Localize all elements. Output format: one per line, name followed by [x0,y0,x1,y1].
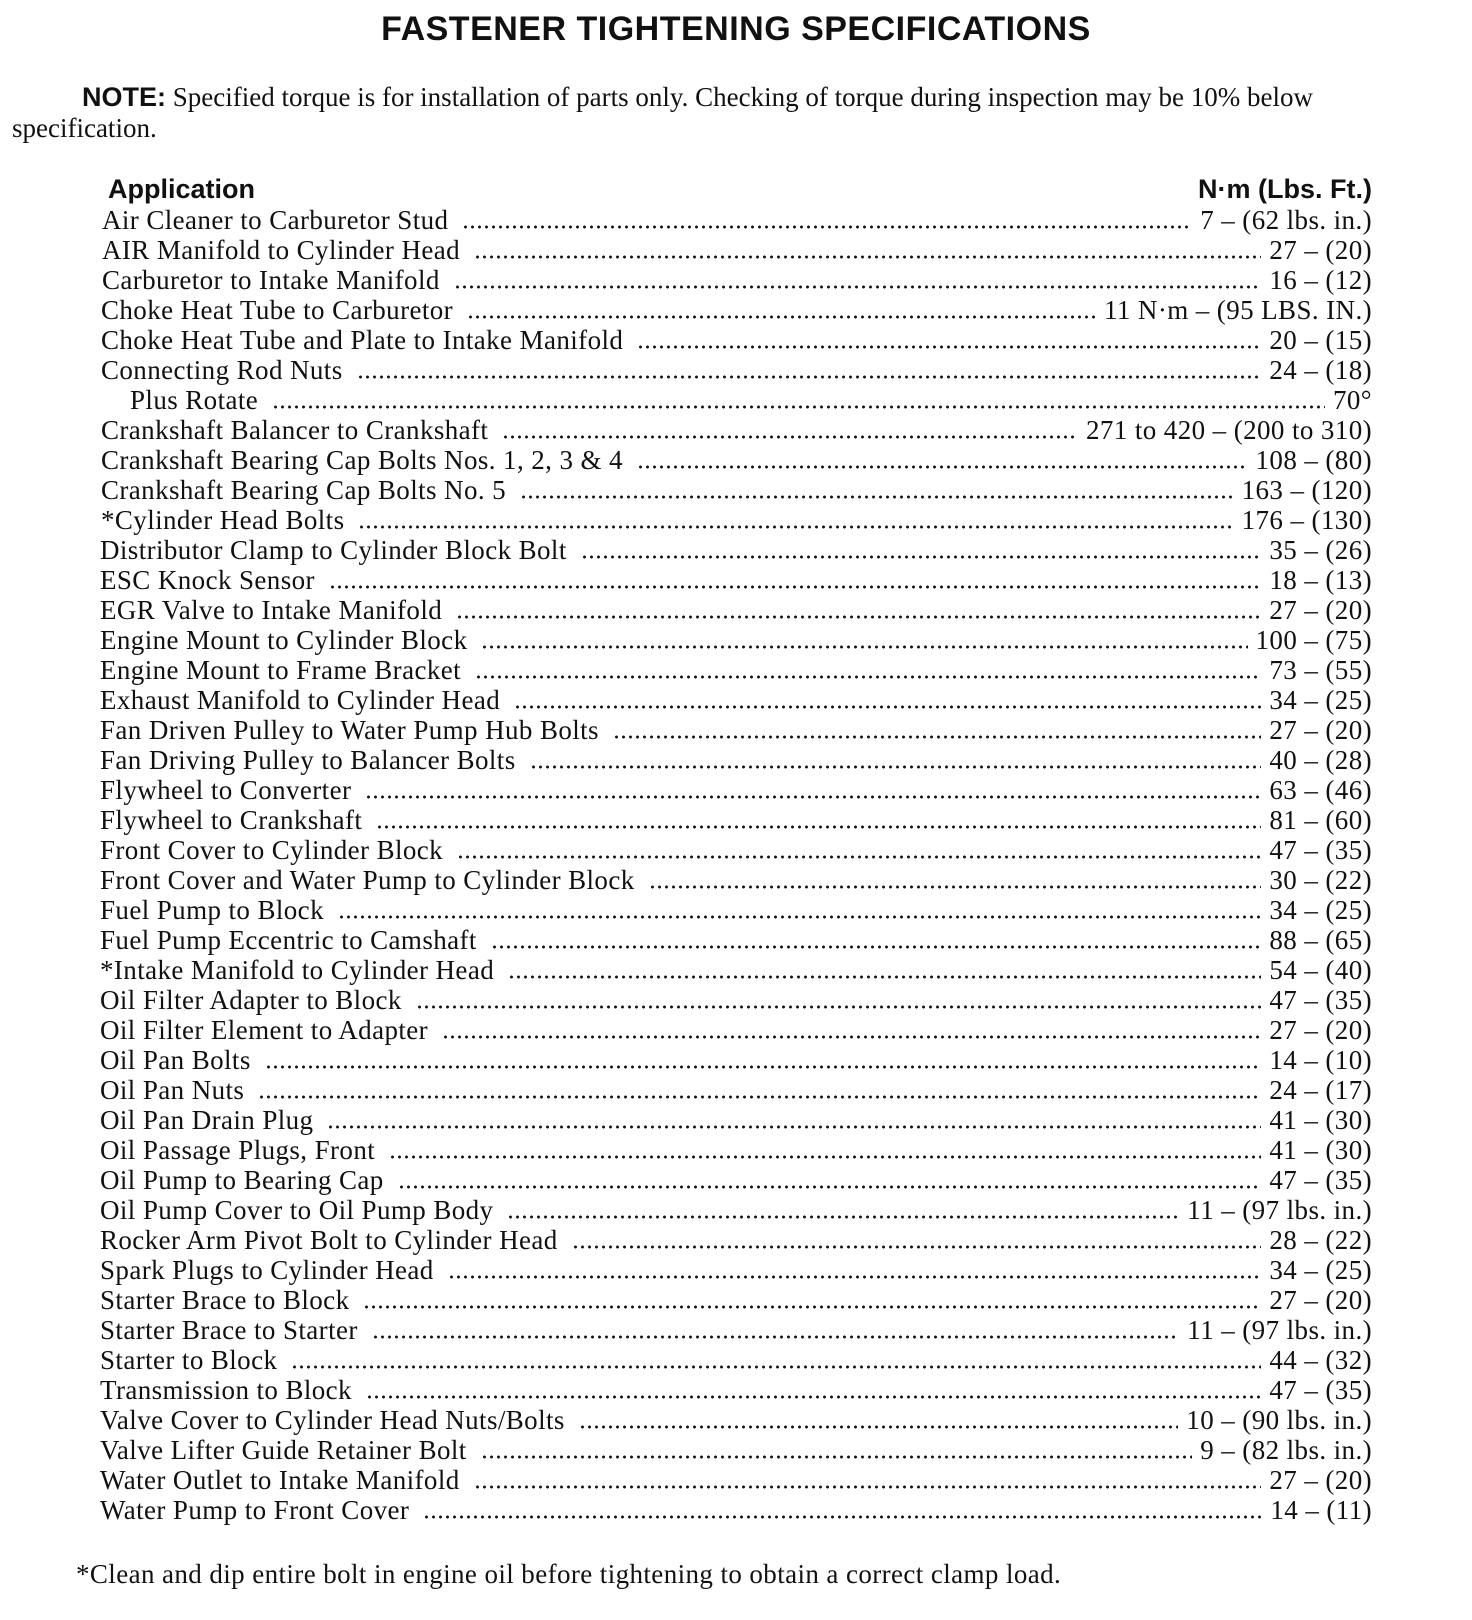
dot-leader [481,645,1247,649]
row-application: Fuel Pump Eccentric to Camshaft [100,925,477,955]
dot-leader [530,765,1262,769]
table-row [100,595,1372,625]
row-torque: 27 – (20) [1269,1285,1372,1315]
row-torque: 18 – (13) [1269,565,1372,595]
row-application: Oil Pump Cover to Oil Pump Body [100,1195,494,1225]
dot-leader [520,495,1234,499]
table-row [100,1495,1372,1525]
row-application: Starter Brace to Starter [100,1315,358,1345]
table-row [100,1165,1372,1195]
table-row [100,655,1372,685]
row-torque: 44 – (32) [1269,1345,1372,1375]
dot-leader [265,1065,1262,1069]
row-torque: 34 – (25) [1269,895,1372,925]
note-label: NOTE: [82,82,166,112]
row-application: Flywheel to Crankshaft [100,805,363,835]
table-row [100,295,1372,325]
row-torque: 27 – (20) [1269,715,1372,745]
dot-leader [467,315,1096,319]
row-torque: 20 – (15) [1269,325,1372,355]
dot-leader [507,1215,1179,1219]
table-row [100,1225,1372,1255]
row-torque: 63 – (46) [1269,775,1372,805]
row-application: Connecting Rod Nuts [101,355,343,385]
row-application: Air Cleaner to Carburetor Stud [102,205,449,235]
dot-leader [475,675,1261,679]
row-application: Transmission to Block [100,1375,352,1405]
dot-leader [329,585,1262,589]
dot-leader [581,555,1262,559]
dot-leader [462,225,1192,229]
row-application: Crankshaft Bearing Cap Bolts Nos. 1, 2, 3 & 4 [101,445,623,475]
dot-leader [448,1275,1262,1279]
row-torque: 34 – (25) [1269,685,1372,715]
row-application: Spark Plugs to Cylinder Head [100,1255,434,1285]
row-torque: 35 – (26) [1269,535,1372,565]
table-row [100,445,1372,475]
dot-leader [416,1005,1262,1009]
row-torque: 88 – (65) [1269,925,1372,955]
dot-leader [363,1305,1261,1309]
table-row [100,205,1372,235]
table-row [100,385,1372,415]
row-torque: 100 – (75) [1255,625,1372,655]
dot-leader [613,735,1261,739]
table-row [100,235,1372,265]
table-row [100,1345,1372,1375]
dot-leader [637,465,1248,469]
row-torque: 24 – (17) [1269,1075,1372,1105]
dot-leader [365,795,1261,799]
table-row [100,1285,1372,1315]
row-application: Oil Filter Adapter to Block [100,985,402,1015]
row-application: Distributor Clamp to Cylinder Block Bolt [100,535,567,565]
dot-leader [637,345,1261,349]
row-torque: 47 – (35) [1269,1165,1372,1195]
row-application: Engine Mount to Frame Bracket [100,655,462,685]
dot-leader [357,375,1262,379]
row-torque: 34 – (25) [1269,1255,1372,1285]
table-row [100,1465,1372,1495]
row-application: Oil Pan Bolts [100,1045,251,1075]
table-row [100,1195,1372,1225]
row-application: Water Outlet to Intake Manifold [100,1465,460,1495]
dot-leader [649,885,1262,889]
dot-leader [258,1095,1261,1099]
table-row [100,1045,1372,1075]
dot-leader [491,945,1262,949]
table-row [100,895,1372,925]
row-torque: 11 – (97 lbs. in.) [1187,1315,1372,1345]
dot-leader [338,915,1261,919]
table-row [100,1435,1372,1465]
dot-leader [572,1245,1262,1249]
table-row [100,1105,1372,1135]
row-application: Crankshaft Balancer to Crankshaft [101,415,489,445]
row-torque: 47 – (35) [1269,985,1372,1015]
row-torque: 24 – (18) [1269,355,1372,385]
table-row [100,1375,1372,1405]
table-row [100,925,1372,955]
table-row [100,265,1372,295]
dot-leader [457,855,1261,859]
spec-table [100,173,1372,1525]
table-row [100,775,1372,805]
row-torque: 10 – (90 lbs. in.) [1186,1405,1372,1435]
row-application: Oil Pan Drain Plug [100,1105,314,1135]
dot-leader [508,975,1261,979]
table-row [100,355,1372,385]
row-application: Fuel Pump to Block [100,895,324,925]
dot-leader [327,1125,1261,1129]
table-row [100,985,1372,1015]
table-row [100,1315,1372,1345]
table-row [100,685,1372,715]
table-row [100,1015,1372,1045]
table-row [100,865,1372,895]
row-application: Exhaust Manifold to Cylinder Head [100,685,501,715]
dot-leader [358,525,1233,529]
row-application: Flywheel to Converter [100,775,352,805]
row-application: Rocker Arm Pivot Bolt to Cylinder Head [100,1225,558,1255]
table-row [100,625,1372,655]
table-row [100,325,1372,355]
column-header-application: Application [108,174,255,204]
dot-leader [579,1425,1179,1429]
table-row [100,1075,1372,1105]
row-application: Valve Lifter Guide Retainer Bolt [100,1435,467,1465]
dot-leader [389,1155,1261,1159]
dot-leader [481,1455,1193,1459]
row-application: Plus Rotate [130,385,259,415]
table-row [100,1255,1372,1285]
table-row [100,565,1372,595]
spec-list [100,205,1372,1525]
table-row [100,475,1372,505]
row-application: Front Cover to Cylinder Block [100,835,444,865]
table-row [100,955,1372,985]
row-torque: 27 – (20) [1269,1015,1372,1045]
row-torque: 41 – (30) [1269,1105,1372,1135]
row-torque: 47 – (35) [1269,1375,1372,1405]
table-row [100,505,1372,535]
dot-leader [272,405,1325,409]
row-torque: 271 to 420 – (200 to 310) [1086,415,1372,445]
row-application: Water Pump to Front Cover [100,1495,410,1525]
row-torque: 27 – (20) [1269,595,1372,625]
row-application: Engine Mount to Cylinder Block [100,625,468,655]
table-row [100,715,1372,745]
row-torque: 40 – (28) [1269,745,1372,775]
table-header [100,173,1372,205]
note-text: Specified torque is for installation of parts only. Checking of torque during inspection may be 10% below specification. [12,82,1313,143]
row-torque: 11 – (97 lbs. in.) [1187,1195,1372,1225]
row-torque: 47 – (35) [1269,835,1372,865]
dot-leader [514,705,1261,709]
row-torque: 41 – (30) [1269,1135,1372,1165]
table-row [100,535,1372,565]
row-application: Valve Cover to Cylinder Head Nuts/Bolts [100,1405,565,1435]
row-application: ESC Knock Sensor [100,565,315,595]
dot-leader [291,1365,1261,1369]
table-row [100,835,1372,865]
row-torque: 163 – (120) [1241,475,1372,505]
row-application: Choke Heat Tube and Plate to Intake Manifold [101,325,624,355]
row-torque: 108 – (80) [1255,445,1372,475]
row-torque: 11 N·m – (95 LBS. IN.) [1103,295,1372,325]
row-application: AIR Manifold to Cylinder Head [102,235,461,265]
row-application: Choke Heat Tube to Carburetor [101,295,454,325]
dot-leader [366,1395,1261,1399]
row-torque: 70° [1333,385,1372,415]
row-application: *Intake Manifold to Cylinder Head [100,955,495,985]
row-torque: 14 – (11) [1270,1495,1372,1525]
page-title: FASTENER TIGHTENING SPECIFICATIONS [381,10,1091,48]
row-torque: 7 – (62 lbs. in.) [1200,205,1372,235]
dot-leader [376,825,1261,829]
row-application: Starter Brace to Block [100,1285,350,1315]
row-application: Fan Driven Pulley to Water Pump Hub Bolts [100,715,599,745]
row-torque: 54 – (40) [1269,955,1372,985]
row-application: EGR Valve to Intake Manifold [100,595,443,625]
dot-leader [502,435,1078,439]
row-torque: 28 – (22) [1269,1225,1372,1255]
row-torque: 16 – (12) [1269,265,1372,295]
table-row [100,745,1372,775]
dot-leader [442,1035,1261,1039]
row-torque: 27 – (20) [1269,1465,1372,1495]
row-application: Front Cover and Water Pump to Cylinder Block [100,865,635,895]
row-torque: 176 – (130) [1241,505,1372,535]
dot-leader [456,615,1261,619]
row-torque: 14 – (10) [1269,1045,1372,1075]
dot-leader [454,285,1262,289]
row-torque: 9 – (82 lbs. in.) [1200,1435,1372,1465]
table-row [100,415,1372,445]
row-application: *Cylinder Head Bolts [101,505,345,535]
footnote: *Clean and dip entire bolt in engine oil before tightening to obtain a correct clamp load. [76,1559,1062,1589]
row-application: Crankshaft Bearing Cap Bolts No. 5 [101,475,507,505]
row-application: Starter to Block [100,1345,278,1375]
row-torque: 30 – (22) [1269,865,1372,895]
dot-leader [372,1335,1180,1339]
row-application: Oil Pan Nuts [100,1075,245,1105]
dot-leader [474,1485,1262,1489]
row-application: Oil Pump to Bearing Cap [100,1165,384,1195]
dot-leader [423,1515,1262,1519]
table-row [100,1135,1372,1165]
dot-leader [474,255,1261,259]
table-row [100,805,1372,835]
row-application: Oil Filter Element to Adapter [100,1015,429,1045]
row-application: Oil Passage Plugs, Front [100,1135,376,1165]
row-torque: 27 – (20) [1269,235,1372,265]
row-application: Fan Driving Pulley to Balancer Bolts [100,745,516,775]
column-header-torque: N·m (Lbs. Ft.) [1198,174,1372,204]
row-torque: 81 – (60) [1269,805,1372,835]
row-torque: 73 – (55) [1269,655,1372,685]
table-row [100,1405,1372,1435]
row-application: Carburetor to Intake Manifold [102,265,440,295]
note-paragraph [12,82,1462,144]
dot-leader [398,1185,1262,1189]
